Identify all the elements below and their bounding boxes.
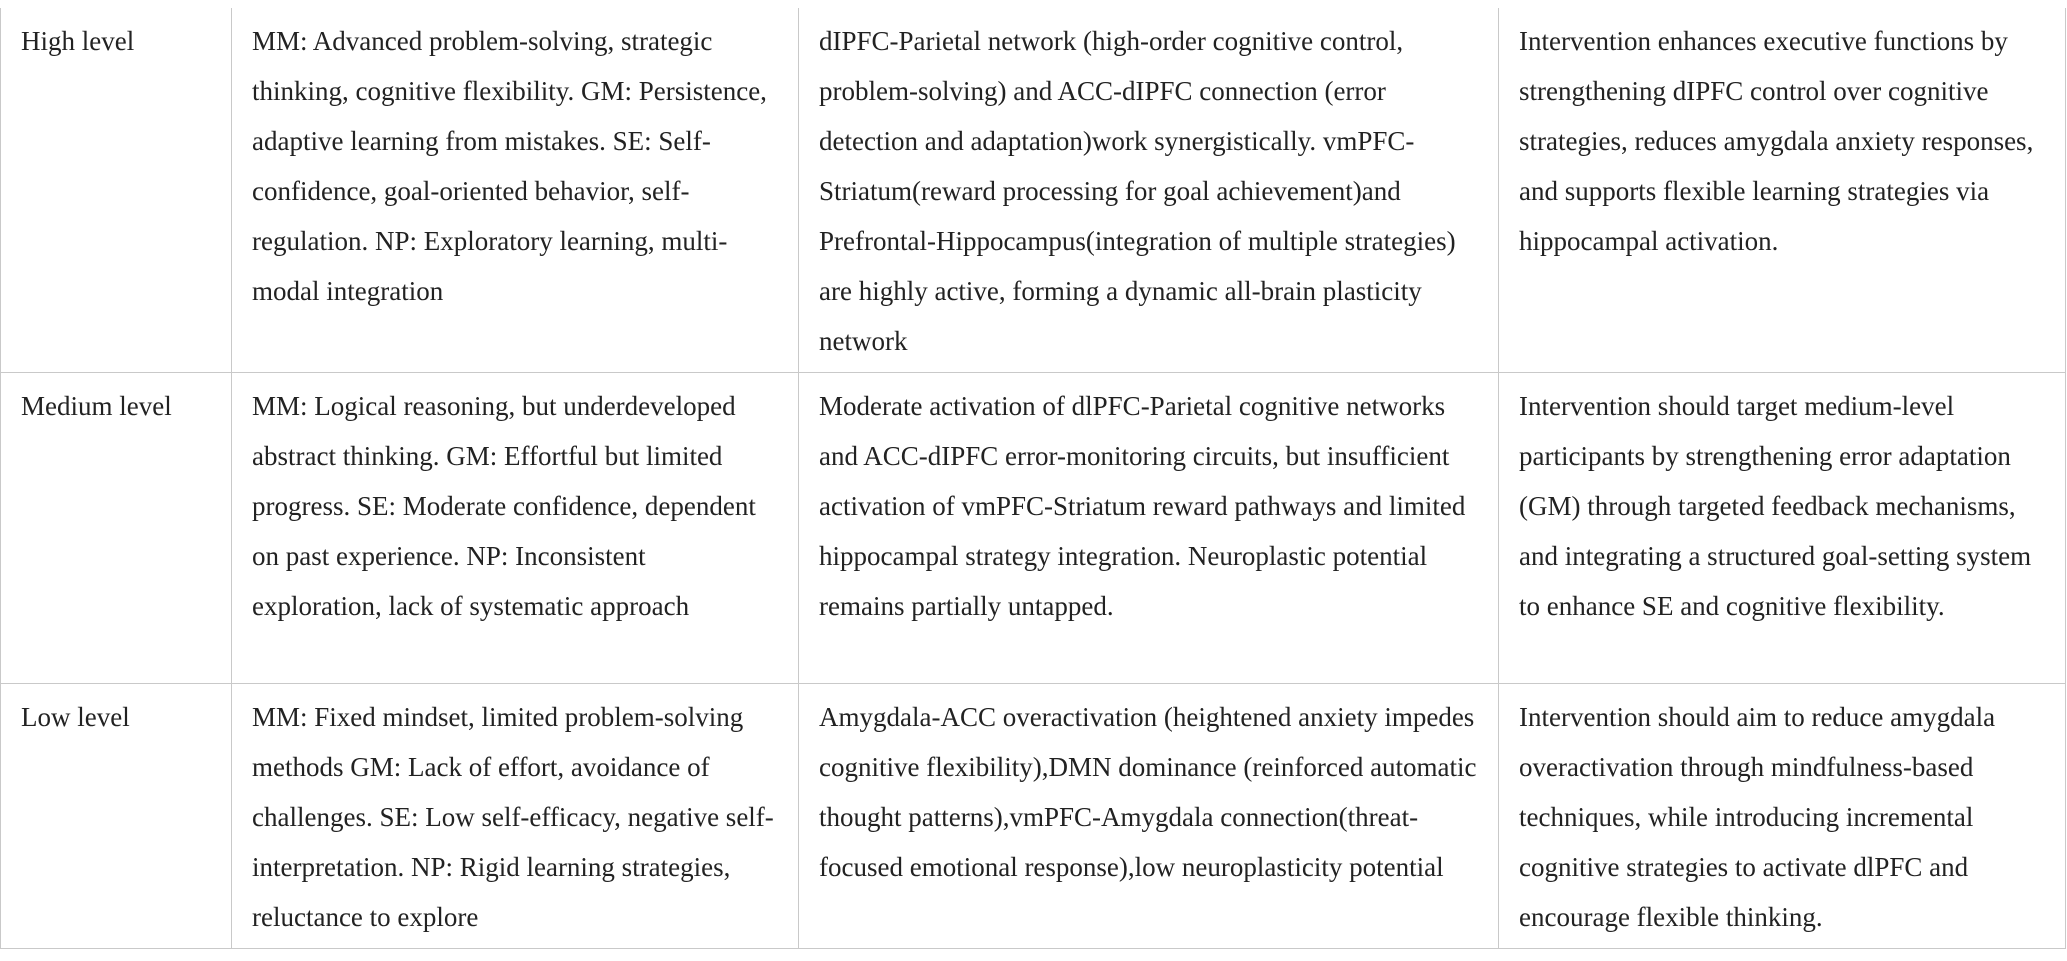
table-row (1, 373, 2066, 684)
traits-cell: MM: Fixed mindset, limited problem-solving methods GM: Lack of effort, avoidance of challenges. SE: Low self-efficacy, negative self-interpretation. NP: Rigid learning strategies, reluctance to explore (232, 684, 799, 949)
neural-cell: dIPFC-Parietal network (high-order cognitive control, problem-solving) and ACC-dIPFC connection (error detection and adaptation)work synergistically. vmPFC-Striatum(reward processing for goal achievement)and Prefrontal-Hippocampus(integration of multiple strategies) are highly active, forming a dynamic all-brain plasticity network (799, 8, 1499, 373)
level-cell: High level (1, 8, 232, 373)
traits-cell: MM: Logical reasoning, but underdeveloped abstract thinking. GM: Effortful but limited progress. SE: Moderate confidence, dependent on past experience. NP: Inconsistent exploration, lack of systematic approach (232, 373, 799, 684)
table-row (1, 684, 2066, 949)
levels-table (0, 8, 2066, 949)
neural-cell: Amygdala-ACC overactivation (heightened anxiety impedes cognitive flexibility),DMN dominance (reinforced automatic thought patterns),vmPFC-Amygdala connection(threat-focused emotional response),low neuroplasticity potential (799, 684, 1499, 949)
intervention-cell: Intervention should target medium-level participants by strengthening error adaptation (GM) through targeted feedback mechanisms, and integrating a structured goal-setting system to enhance SE and cognitive flexibility. (1499, 373, 2066, 684)
table-row (1, 8, 2066, 373)
intervention-cell: Intervention enhances executive functions by strengthening dIPFC control over cognitive strategies, reduces amygdala anxiety responses, and supports flexible learning strategies via hippocampal activation. (1499, 8, 2066, 373)
level-cell: Low level (1, 684, 232, 949)
intervention-cell: Intervention should aim to reduce amygdala overactivation through mindfulness-based techniques, while introducing incremental cognitive strategies to activate dlPFC and encourage flexible thinking. (1499, 684, 2066, 949)
traits-cell: MM: Advanced problem-solving, strategic thinking, cognitive flexibility. GM: Persistence, adaptive learning from mistakes. SE: Self-confidence, goal-oriented behavior, self-regulation. NP: Exploratory learning, multi-modal integration (232, 8, 799, 373)
neural-cell: Moderate activation of dlPFC-Parietal cognitive networks and ACC-dIPFC error-monitoring circuits, but insufficient activation of vmPFC-Striatum reward pathways and limited hippocampal strategy integration. Neuroplastic potential remains partially untapped. (799, 373, 1499, 684)
level-cell: Medium level (1, 373, 232, 684)
